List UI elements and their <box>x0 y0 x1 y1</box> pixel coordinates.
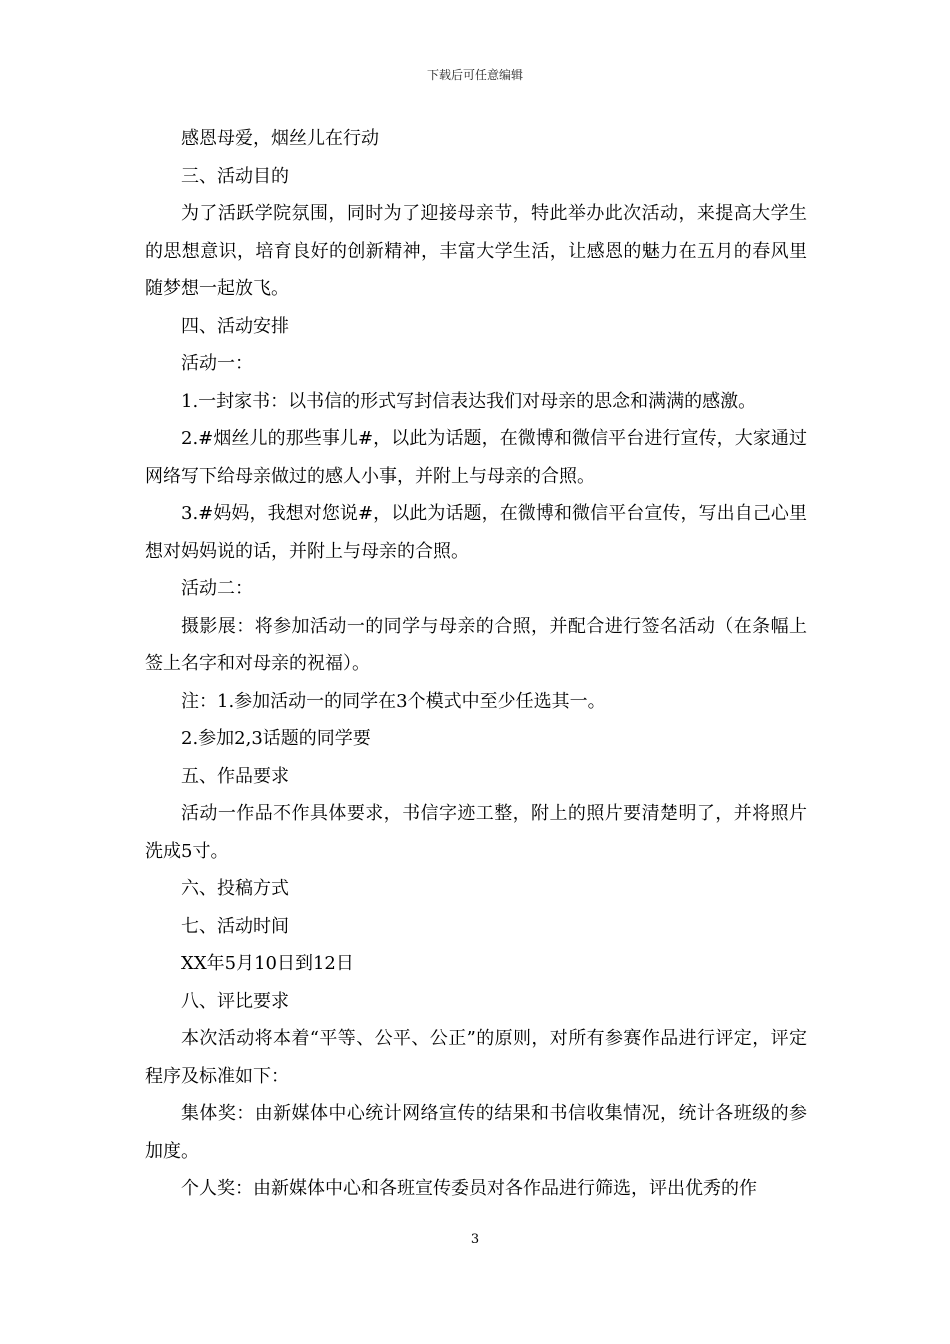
body-paragraph: 集体奖：由新媒体中心统计网络宣传的结果和书信收集情况，统计各班级的参加度。 <box>145 1103 807 1162</box>
date-paragraph: XX年5月10日到12日 <box>181 953 354 974</box>
list-item: 2.#烟丝儿的那些事儿#，以此为话题，在微博和微信平台进行宣传，大家通过网络写下给母亲做过的感人小事，并附上与母亲的合照。 <box>145 428 807 487</box>
activity-two-heading: 活动二： <box>181 578 253 599</box>
section-heading-submission: 六、投稿方式 <box>181 878 289 899</box>
note-paragraph: 2.参加2,3话题的同学要 <box>181 728 371 749</box>
body-paragraph: 摄影展：将参加活动一的同学与母亲的合照，并配合进行签名活动（在条幅上签上名字和对母亲的祝福）。 <box>145 615 807 674</box>
section-heading-purpose: 三、活动目的 <box>181 165 289 187</box>
note-paragraph: 注：1.参加活动一的同学在3个模式中至少任选其一。 <box>181 690 606 712</box>
body-paragraph: 本次活动将本着“平等、公平、公正”的原则，对所有参赛作品进行评定，评定程序及标准如下： <box>145 1028 807 1087</box>
section-heading-time: 七、活动时间 <box>181 915 289 937</box>
page-number: 3 <box>470 1232 480 1247</box>
activity-one-heading: 活动一： <box>181 353 253 374</box>
section-heading-evaluation: 八、评比要求 <box>181 990 289 1012</box>
list-item: 3.#妈妈，我想对您说#，以此为话题，在微博和微信平台宣传，写出自己心里想对妈妈说的话，并附上与母亲的合照。 <box>145 503 807 562</box>
section-heading-arrangement: 四、活动安排 <box>181 315 289 337</box>
section-heading-requirements: 五、作品要求 <box>181 765 289 787</box>
body-paragraph: 个人奖：由新媒体中心和各班宣传委员对各作品进行筛选，评出优秀的作 <box>181 1178 757 1199</box>
document-body <box>145 120 807 1208</box>
body-paragraph: 为了活跃学院氛围，同时为了迎接母亲节，特此举办此次活动，来提高大学生的思想意识，培育良好的创新精神，丰富大学生活，让感恩的魅力在五月的春风里随梦想一起放飞。 <box>145 203 807 299</box>
page-header: 下载后可任意编辑 <box>426 68 523 82</box>
body-paragraph: 活动一作品不作具体要求，书信字迹工整，附上的照片要清楚明了，并将照片洗成5寸。 <box>145 803 807 862</box>
list-item: 1.一封家书：以书信的形式写封信表达我们对母亲的思念和满满的感激。 <box>181 390 757 412</box>
subtitle-paragraph: 感恩母爱，烟丝儿在行动 <box>181 128 379 149</box>
